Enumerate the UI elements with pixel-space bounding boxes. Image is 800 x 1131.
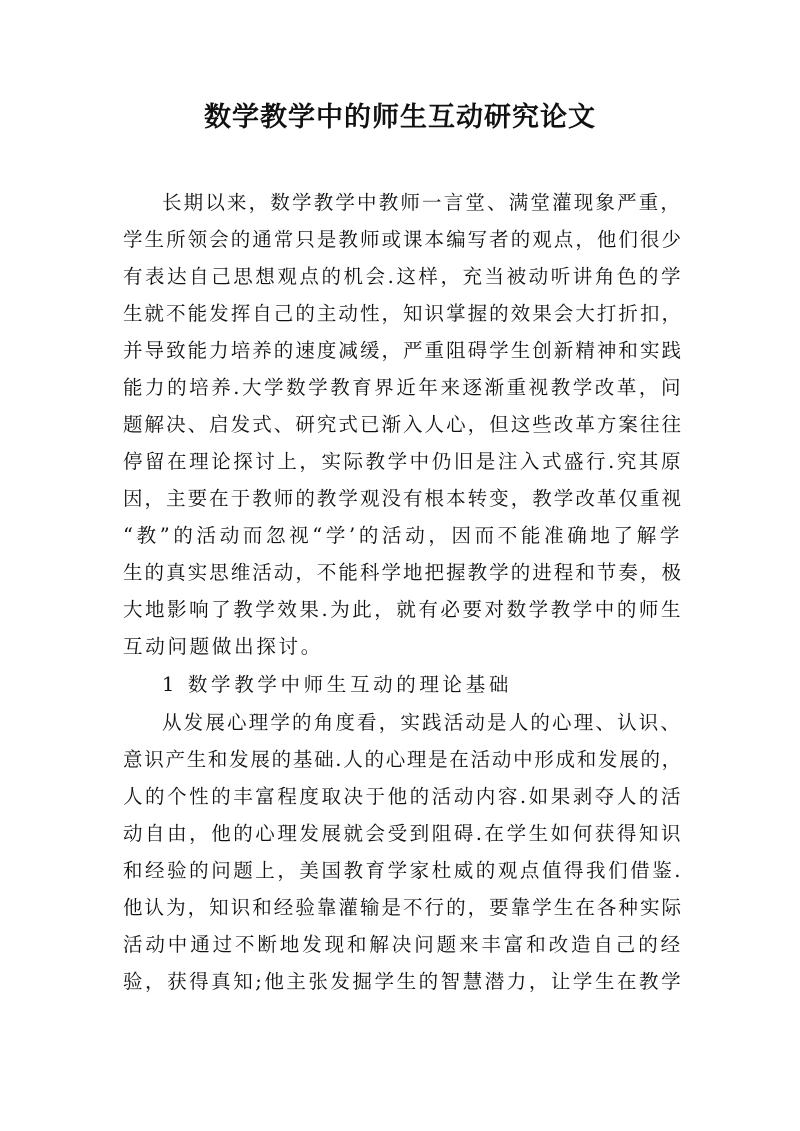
- text-line: [0, 888, 800, 928]
- text-line-content: 学生所领会的通常只是教师或课本编写者的观点，他们很少: [123, 228, 684, 251]
- text-line-content: 题解决、启发式、研究式已渐入人心，但这些改革方案往往: [123, 413, 684, 436]
- text-line-content: 能力的培养.大学数学教育界近年来逐渐重视教学改革，问: [123, 376, 683, 399]
- text-line-content: 长期以来，数学教学中教师一言堂、满堂灌现象严重，: [162, 191, 683, 214]
- text-line-content: 互动问题做出探讨。: [123, 635, 323, 658]
- text-line: [0, 777, 800, 817]
- text-line-content: 大地影响了教学效果.为此，就有必要对数学教学中的师生: [123, 598, 683, 621]
- text-line-content: 活动中通过不断地发现和解决问题来丰富和改造自己的经: [123, 933, 684, 956]
- text-line: [0, 331, 800, 371]
- text-line-content: 从发展心理学的角度看，实践活动是人的心理、认识、: [162, 711, 683, 734]
- text-line: [0, 925, 800, 965]
- text-line-content: 意识产生和发展的基础.人的心理是在活动中形成和发展的，: [123, 748, 683, 771]
- text-line: [0, 962, 800, 1002]
- section-heading: [0, 665, 800, 705]
- text-line-content: 并导致能力培养的速度减缓，严重阻碍学生创新精神和实践: [123, 339, 684, 362]
- text-line: [0, 516, 800, 556]
- text-line: [0, 294, 800, 334]
- text-line-content: 停留在理论探讨上，实际教学中仍旧是注入式盛行.究其原: [123, 450, 683, 473]
- text-line: [0, 814, 800, 854]
- text-line: [0, 368, 800, 408]
- text-line: [0, 740, 800, 780]
- text-line: [0, 703, 800, 743]
- text-line: [0, 257, 800, 297]
- text-line-content: 他认为，知识和经验靠灌输是不行的，要靠学生在各种实际: [123, 896, 684, 919]
- text-line-content: 生的真实思维活动，不能科学地把握教学的进程和节奏，极: [123, 561, 684, 584]
- text-line-content: “教”的活动而忽视“学’的活动，因而不能准确地了解学: [123, 524, 684, 547]
- text-line: [0, 442, 800, 482]
- text-line: [0, 851, 800, 891]
- text-line: [0, 479, 800, 519]
- text-line-content: 和经验的问题上，美国教育学家杜威的观点值得我们借鉴.: [123, 859, 683, 882]
- section-heading-text: 1 数学教学中师生互动的理论基础: [162, 673, 513, 696]
- text-line-content: 生就不能发挥自己的主动性，知识掌握的效果会大打折扣，: [123, 302, 684, 325]
- text-line: [0, 220, 800, 260]
- text-line-content: 动自由，他的心理发展就会受到阻碍.在学生如何获得知识: [123, 822, 683, 845]
- text-line-content: 人的个性的丰富程度取决于他的活动内容.如果剥夺人的活: [123, 785, 683, 808]
- text-line-content: 验，获得真知;他主张发掘学生的智慧潜力，让学生在教学: [123, 970, 684, 993]
- text-line-content: 有表达自己思想观点的机会.这样，充当被动听讲角色的学: [123, 265, 683, 288]
- document-title: 数学教学中的师生互动研究论文: [204, 102, 596, 133]
- text-line: [0, 405, 800, 445]
- text-line-content: 因，主要在于教师的教学观没有根本转变，教学改革仅重视: [123, 487, 684, 510]
- text-line: [0, 183, 800, 223]
- text-line: [0, 590, 800, 630]
- text-line: [0, 553, 800, 593]
- text-line: [0, 627, 800, 667]
